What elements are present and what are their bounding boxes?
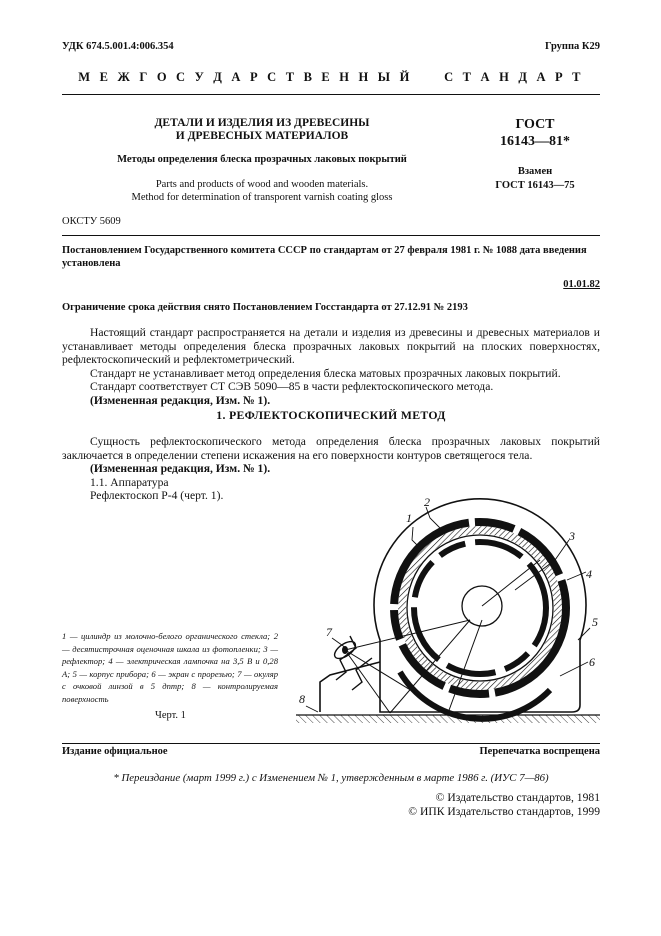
reflectoscope-diagram bbox=[288, 492, 603, 728]
caption-number-8: 8 bbox=[191, 681, 196, 692]
document-title bbox=[62, 117, 462, 143]
marker-2: 2 bbox=[424, 495, 430, 509]
figure-caption bbox=[62, 630, 278, 706]
section-1-amendment: (Измененная редакция, Изм. № 1). bbox=[90, 462, 271, 476]
caption-text-2: — десятистрочная оценочная шкала из фотопленки; bbox=[62, 643, 264, 654]
caption-text-7: — окуляр с очковой линзой в 5 дптр; bbox=[62, 668, 278, 692]
marker-4: 4 bbox=[586, 567, 592, 581]
intro-paragraph-3: Стандарт соответствует СТ СЭВ 5090—85 в части рефлектоскопического метода. bbox=[90, 380, 494, 394]
marker-1: 1 bbox=[406, 511, 412, 525]
title-line-2: И ДРЕВЕСНЫХ МАТЕРИАЛОВ bbox=[175, 130, 349, 142]
replaces-label: Взамен bbox=[517, 166, 553, 177]
caption-text-8: — контролируемая поверхность bbox=[62, 681, 278, 704]
caption-text-3: — рефлектор; bbox=[62, 643, 278, 667]
intro-amendment: (Измененная редакция, Изм. № 1). bbox=[90, 393, 271, 407]
copyright-1999: © ИПК Издательство стандартов, 1999 bbox=[408, 804, 600, 818]
caption-text-5: — корпус прибора; bbox=[76, 668, 152, 679]
caption-text-4: — электрическая лампочка на 3,5 В и 0,28 А; bbox=[62, 656, 278, 679]
intro-section bbox=[62, 326, 600, 408]
caption-number-3: 3 bbox=[263, 643, 268, 654]
copyright-block bbox=[408, 791, 600, 818]
intro-paragraph-1: Настоящий стандарт распространяется на детали и изделия из древесины и древесных материалов и устанавливает методы определения блеска прозрачных лаковых покрытий на плоских поверхностях, рефлектоскопический и рефлектометрический. bbox=[62, 326, 600, 367]
eyepiece bbox=[332, 638, 359, 662]
decree-date: 01.01.82 bbox=[563, 279, 600, 290]
base-surface bbox=[296, 715, 600, 723]
apparatus-item: Рефлектоскоп Р-4 (черт. 1). bbox=[90, 489, 224, 503]
replaces-block bbox=[470, 165, 600, 193]
gost-label: ГОСТ bbox=[515, 117, 555, 132]
group-code: Группа К29 bbox=[544, 41, 600, 52]
official-edition: Издание официальное bbox=[62, 746, 168, 757]
caption-number-5: 5 bbox=[72, 668, 77, 679]
decree-text: Постановлением Государственного комитета СССР по стандартам от 27 февраля 1981 г. № 1088 дата введения установлена bbox=[62, 245, 587, 269]
caption-text-6: — экран с прорезью; bbox=[155, 668, 238, 679]
udc-code: УДК 674.5.001.4:006.354 bbox=[62, 41, 174, 52]
english-title-line-1: Parts and products of wood and wooden materials. bbox=[155, 179, 369, 190]
reissue-note: * Переиздание (март 1999 г.) с Изменением № 1, утвержденным в марте 1986 г. (ИУС 7—86) bbox=[113, 772, 549, 784]
footer-divider bbox=[62, 743, 600, 744]
header-divider bbox=[62, 94, 600, 95]
marker-8: 8 bbox=[299, 692, 305, 706]
section-1-heading: 1. РЕФЛЕКТОСКОПИЧЕСКИЙ МЕТОД bbox=[216, 408, 446, 422]
caption-number-1: 1 bbox=[62, 631, 67, 641]
intro-paragraph-2: Стандарт не устанавливает метод определения блеска матовых прозрачных лаковых покрытий. bbox=[90, 366, 561, 380]
document-subtitle: Методы определения блеска прозрачных лаковых покрытий bbox=[117, 154, 407, 165]
title-divider bbox=[62, 235, 600, 236]
marker-7: 7 bbox=[326, 625, 332, 639]
marker-5: 5 bbox=[592, 615, 598, 629]
section-1-paragraph: Сущность рефлектоскопического метода определения блеска прозрачных лаковых покрытий заключается в определении степени искажения на его поверхности контуров светящегося тела. bbox=[62, 435, 600, 462]
standard-banner: М Е Ж Г О С У Д А Р С Т В Е Н Н Ы Й С Т А Н Д А Р Т bbox=[78, 70, 584, 84]
caption-number-2: 2 bbox=[273, 631, 278, 641]
caption-text-1: — цилиндр из молочно-белого органического стекла; bbox=[66, 631, 274, 641]
title-line-1: ДЕТАЛИ И ИЗДЕЛИЯ ИЗ ДРЕВЕСИНЫ bbox=[154, 117, 370, 129]
okstu-code: ОКСТУ 5609 bbox=[62, 216, 121, 227]
copyright-1981: © Издательство стандартов, 1981 bbox=[435, 791, 600, 804]
gost-designation bbox=[470, 116, 600, 150]
caption-number-6: 6 bbox=[151, 668, 156, 679]
reprint-notice: Перепечатка воспрещена bbox=[479, 746, 600, 757]
english-title bbox=[62, 178, 462, 204]
apparatus-heading: 1.1. Аппаратура bbox=[90, 475, 169, 489]
gost-number: 16143—81* bbox=[500, 134, 570, 149]
marker-6: 6 bbox=[589, 655, 595, 669]
caption-number-4: 4 bbox=[108, 656, 113, 667]
marker-3: 3 bbox=[569, 529, 575, 543]
restriction-text: Ограничение срока действия снято Постановлением Госстандарта от 27.12.91 № 2193 bbox=[62, 302, 468, 313]
figure-label: Черт. 1 bbox=[155, 710, 186, 721]
replaces-value: ГОСТ 16143—75 bbox=[495, 180, 575, 191]
english-title-line-2: Method for determination of transporent varnish coating gloss bbox=[131, 192, 393, 203]
caption-number-7: 7 bbox=[237, 668, 242, 679]
